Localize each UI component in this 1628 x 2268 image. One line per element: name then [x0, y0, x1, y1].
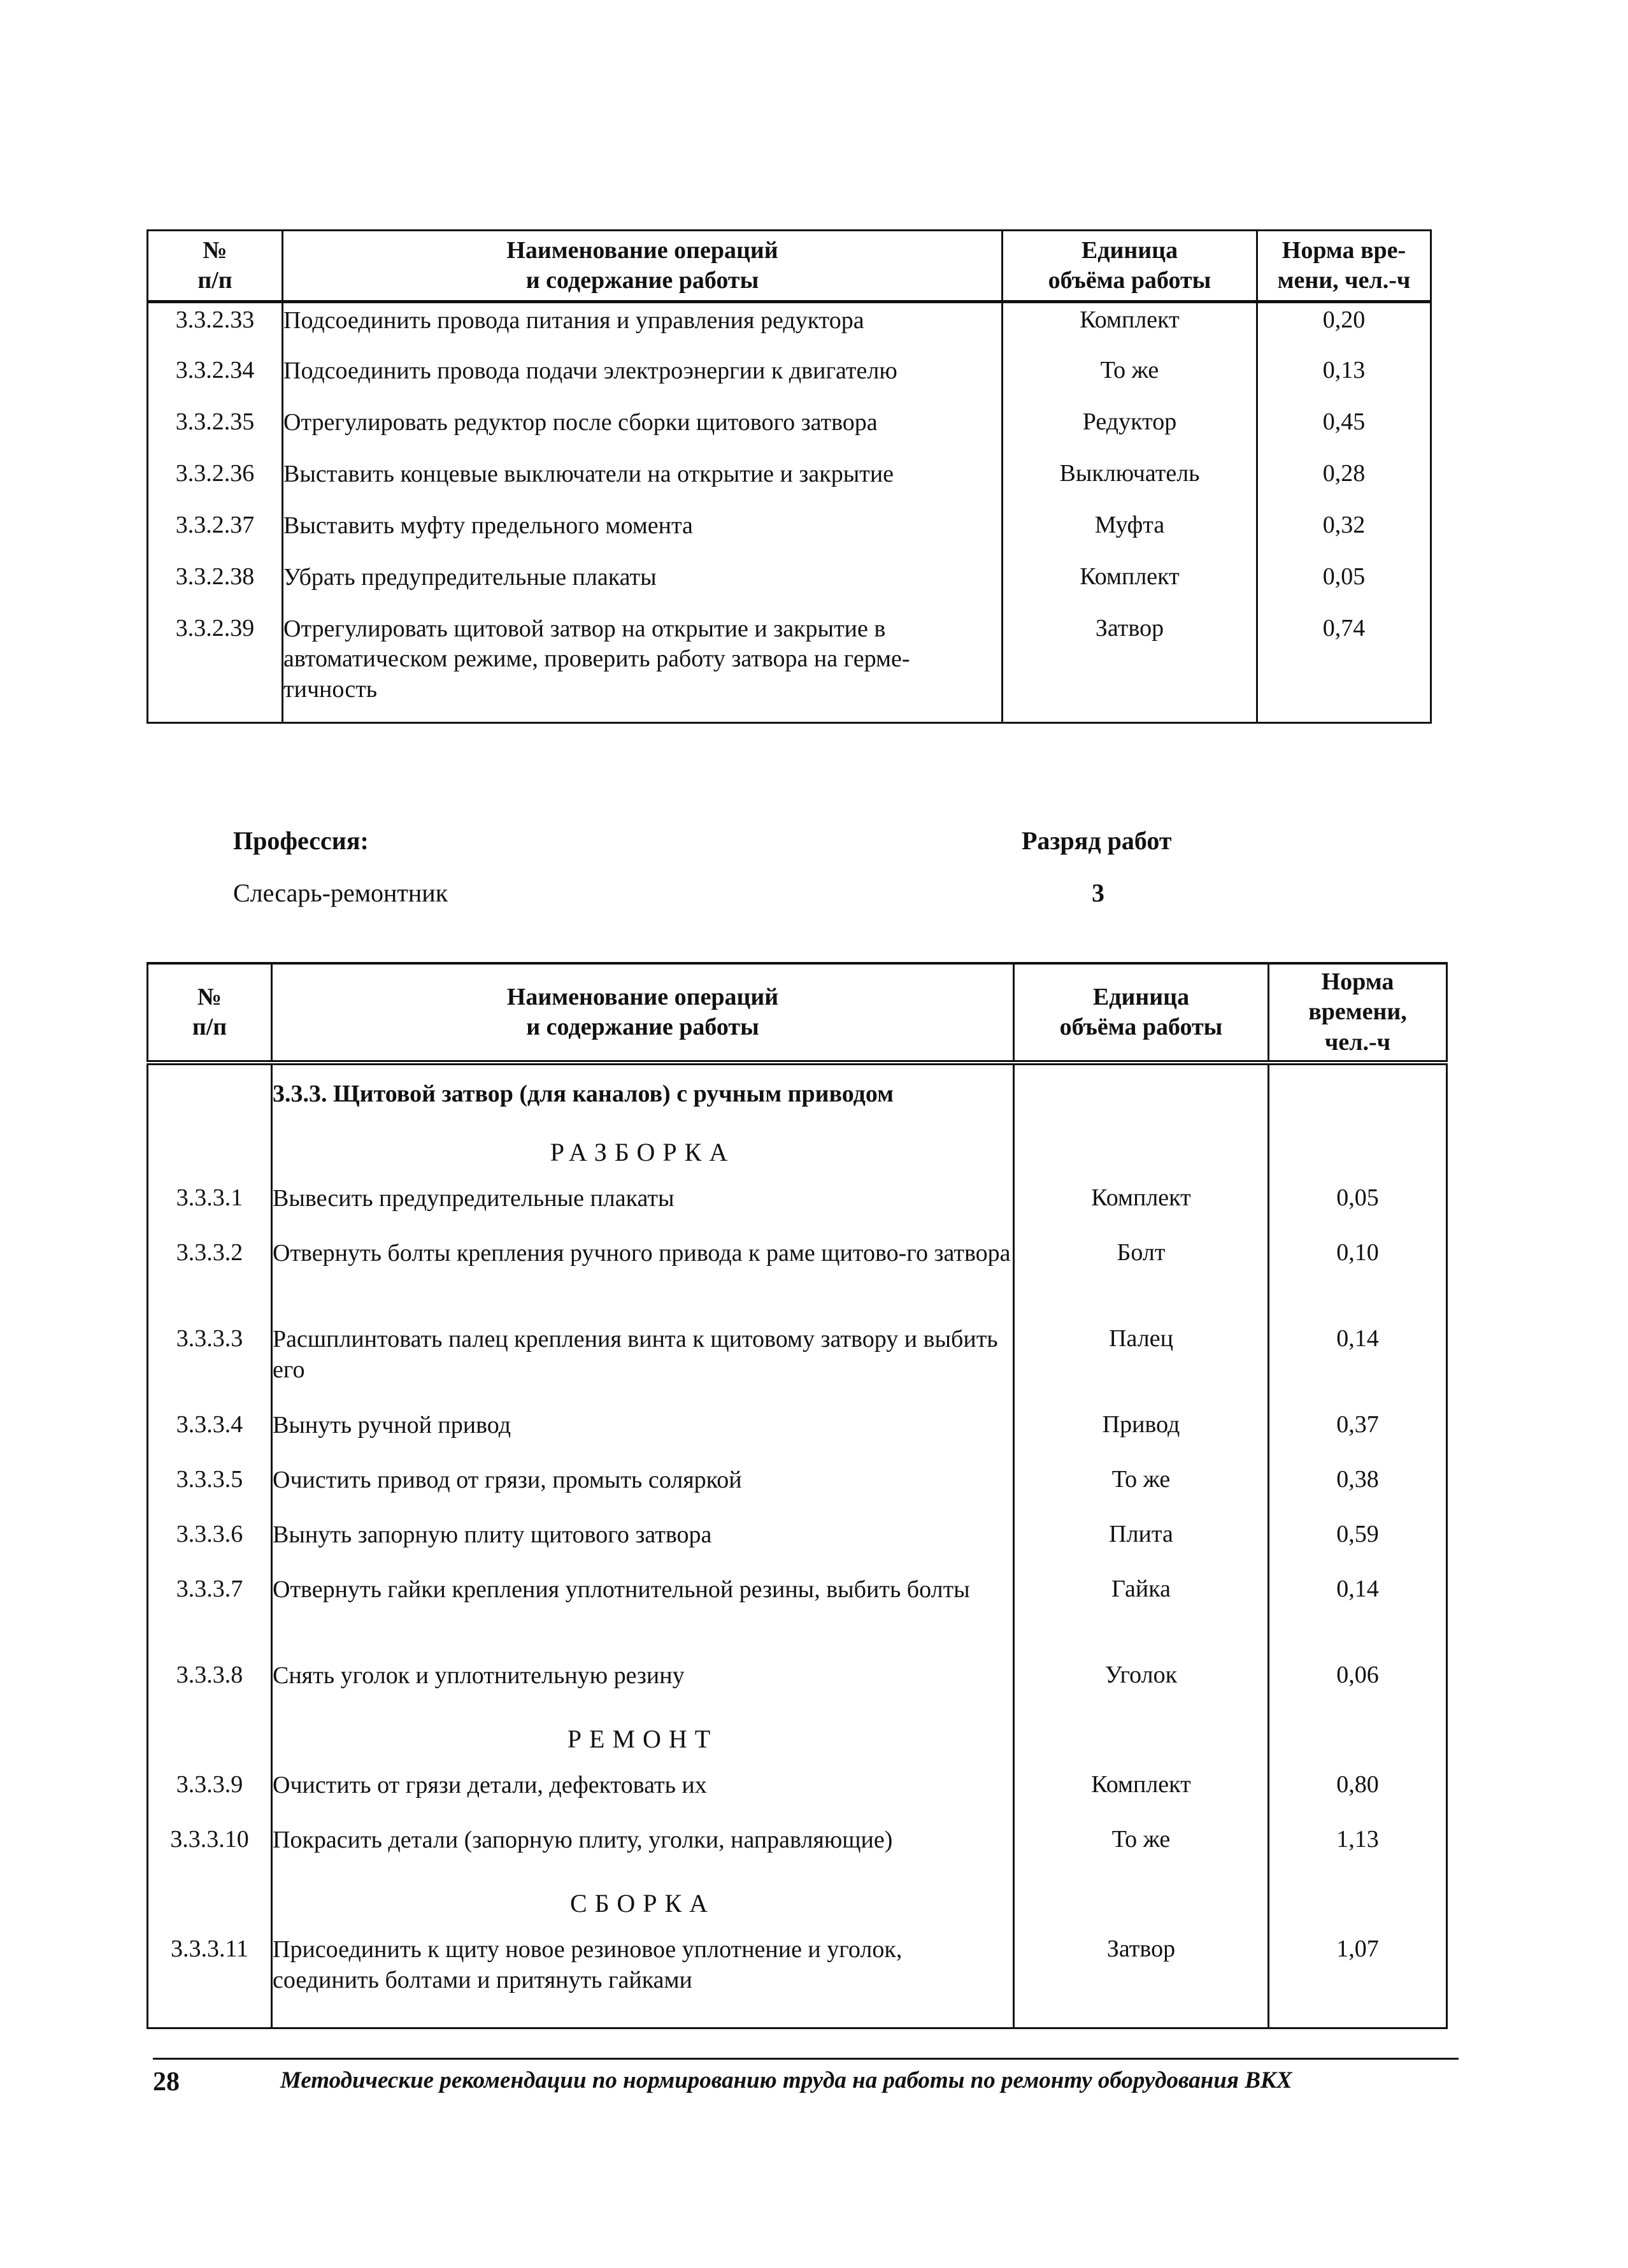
- header-name: Наименование операций и содержание работы: [283, 231, 1003, 302]
- row-num: 3.3.3.4: [148, 1402, 272, 1456]
- table-row: [148, 560, 1431, 612]
- header-norm: Норма вре- мени, чел.-ч: [1257, 231, 1431, 302]
- norms-table-top: [146, 229, 1432, 724]
- table-row: [148, 1926, 1447, 2028]
- row-name: Расшплинтовать палец крепления винта к щитовому затвору и выбить его: [272, 1316, 1014, 1402]
- row-name: Убрать предупредительные плакаты: [283, 560, 1003, 612]
- table-row: [148, 1456, 1447, 1511]
- row-name: Отвернуть болты крепления ручного привода к раме щитово-го затвора: [272, 1230, 1014, 1316]
- row-num: 3.3.3.2: [148, 1230, 272, 1316]
- row-num: 3.3.2.34: [148, 354, 283, 405]
- norms-table-main: [146, 962, 1448, 2029]
- row-num: 3.3.2.33: [148, 302, 283, 354]
- row-num: 3.3.3.6: [148, 1511, 272, 1566]
- table-row: [148, 1175, 1447, 1230]
- row-name: Отрегулировать редуктор после сборки щитового затвора: [283, 405, 1003, 457]
- grade-label: Разряд работ: [1022, 826, 1172, 855]
- row-num: 3.3.3.11: [148, 1926, 272, 2028]
- row-norm: 0,38: [1269, 1456, 1447, 1511]
- row-norm: 0,20: [1257, 302, 1431, 354]
- table-row: [148, 1402, 1447, 1456]
- group-heading-disassembly: РАЗБОРКА: [272, 1120, 1014, 1175]
- table-row: [148, 1762, 1447, 1816]
- table-row: [148, 1566, 1447, 1652]
- page-number: 28: [153, 2067, 180, 2097]
- header-num: № п/п: [148, 231, 283, 302]
- section-title: 3.3.3. Щитовой затвор (для каналов) с ручным приводом: [272, 1063, 1014, 1120]
- row-name: Отрегулировать щитовой затвор на открытие и закрытие в автоматическом режиме, проверить работу затвора на герме-тичность: [283, 612, 1003, 723]
- group-row: [148, 1120, 1447, 1175]
- row-unit: Комплект: [1014, 1175, 1269, 1230]
- row-unit: Гайка: [1014, 1566, 1269, 1652]
- row-num: 3.3.3.7: [148, 1566, 272, 1652]
- row-unit: То же: [1014, 1456, 1269, 1511]
- row-unit: Выключатель: [1003, 457, 1257, 508]
- row-unit: Плита: [1014, 1511, 1269, 1566]
- row-name: Покрасить детали (запорную плиту, уголки, направляющие): [272, 1816, 1014, 1871]
- profession-value: Слесарь-ремонтник: [233, 879, 448, 907]
- row-name: Очистить привод от грязи, промыть соляркой: [272, 1456, 1014, 1511]
- row-norm: 0,37: [1269, 1402, 1447, 1456]
- row-num: 3.3.3.9: [148, 1762, 272, 1816]
- row-name: Вынуть запорную плиту щитового затвора: [272, 1511, 1014, 1566]
- row-norm: 0,74: [1257, 612, 1431, 723]
- row-unit: Муфта: [1003, 508, 1257, 560]
- row-norm: 0,14: [1269, 1566, 1447, 1652]
- header-name: Наименование операций и содержание работы: [272, 963, 1014, 1063]
- table-row: [148, 1230, 1447, 1316]
- table-row: [148, 405, 1431, 457]
- row-unit: То же: [1003, 354, 1257, 405]
- row-unit: Затвор: [1003, 612, 1257, 723]
- row-unit: То же: [1014, 1816, 1269, 1871]
- header-norm: Норма времени, чел.-ч: [1269, 963, 1447, 1063]
- row-name: Присоединить к щиту новое резиновое уплотнение и уголок, соединить болтами и притянуть гайками: [272, 1926, 1014, 2028]
- profession-label: Профессия:: [233, 826, 369, 855]
- row-unit: Комплект: [1003, 302, 1257, 354]
- group-heading-assembly: СБОРКА: [272, 1871, 1014, 1926]
- table-header-row: [148, 963, 1447, 1063]
- table-row: [148, 1511, 1447, 1566]
- group-row: [148, 1707, 1447, 1762]
- row-name: Вывесить предупредительные плакаты: [272, 1175, 1014, 1230]
- row-name: Очистить от грязи детали, дефектовать их: [272, 1762, 1014, 1816]
- row-name: Вынуть ручной привод: [272, 1402, 1014, 1456]
- grade-value: 3: [1092, 879, 1104, 907]
- table-row: [148, 612, 1431, 723]
- row-unit: Привод: [1014, 1402, 1269, 1456]
- header-unit: Единица объёма работы: [1014, 963, 1269, 1063]
- row-name: Подсоединить провода подачи электроэнергии к двигателю: [283, 354, 1003, 405]
- row-unit: Комплект: [1014, 1762, 1269, 1816]
- row-name: Отвернуть гайки крепления уплотнительной резины, выбить болты: [272, 1566, 1014, 1652]
- header-num: № п/п: [148, 963, 272, 1063]
- row-unit: Болт: [1014, 1230, 1269, 1316]
- row-norm: 0,10: [1269, 1230, 1447, 1316]
- row-num: 3.3.3.1: [148, 1175, 272, 1230]
- row-norm: 0,59: [1269, 1511, 1447, 1566]
- row-num: 3.3.3.5: [148, 1456, 272, 1511]
- row-norm: 1,07: [1269, 1926, 1447, 2028]
- table-row: [148, 1316, 1447, 1402]
- row-num: 3.3.2.38: [148, 560, 283, 612]
- row-num: 3.3.3.3: [148, 1316, 272, 1402]
- row-norm: 0,05: [1257, 560, 1431, 612]
- table-row: [148, 1816, 1447, 1871]
- row-norm: 1,13: [1269, 1816, 1447, 1871]
- table-row: [148, 457, 1431, 508]
- group-heading-repair: РЕМОНТ: [272, 1707, 1014, 1762]
- row-norm: 0,06: [1269, 1652, 1447, 1707]
- row-num: 3.3.3.8: [148, 1652, 272, 1707]
- row-unit: Палец: [1014, 1316, 1269, 1402]
- row-norm: 0,32: [1257, 508, 1431, 560]
- row-num: 3.3.2.36: [148, 457, 283, 508]
- row-norm: 0,80: [1269, 1762, 1447, 1816]
- table-row: [148, 508, 1431, 560]
- table-header-row: [148, 231, 1431, 302]
- group-row: [148, 1871, 1447, 1926]
- header-unit: Единица объёма работы: [1003, 231, 1257, 302]
- table-row: [148, 302, 1431, 354]
- row-name: Выставить муфту предельного момента: [283, 508, 1003, 560]
- row-unit: Затвор: [1014, 1926, 1269, 2028]
- row-norm: 0,45: [1257, 405, 1431, 457]
- row-num: 3.3.2.37: [148, 508, 283, 560]
- row-norm: 0,28: [1257, 457, 1431, 508]
- row-norm: 0,13: [1257, 354, 1431, 405]
- row-unit: Комплект: [1003, 560, 1257, 612]
- row-name: Выставить концевые выключатели на открытие и закрытие: [283, 457, 1003, 508]
- row-name: Подсоединить провода питания и управления редуктора: [283, 302, 1003, 354]
- table-row: [148, 1652, 1447, 1707]
- row-unit: Уголок: [1014, 1652, 1269, 1707]
- row-unit: Редуктор: [1003, 405, 1257, 457]
- row-num: 3.3.2.39: [148, 612, 283, 723]
- footer-divider: [153, 2058, 1459, 2060]
- section-title-row: [148, 1063, 1447, 1120]
- row-name: Снять уголок и уплотнительную резину: [272, 1652, 1014, 1707]
- row-norm: 0,05: [1269, 1175, 1447, 1230]
- row-num: 3.3.2.35: [148, 405, 283, 457]
- footer-title: Методические рекомендации по нормированию труда на работы по ремонту оборудования ВКХ: [280, 2067, 1292, 2093]
- row-norm: 0,14: [1269, 1316, 1447, 1402]
- row-num: 3.3.3.10: [148, 1816, 272, 1871]
- table-row: [148, 354, 1431, 405]
